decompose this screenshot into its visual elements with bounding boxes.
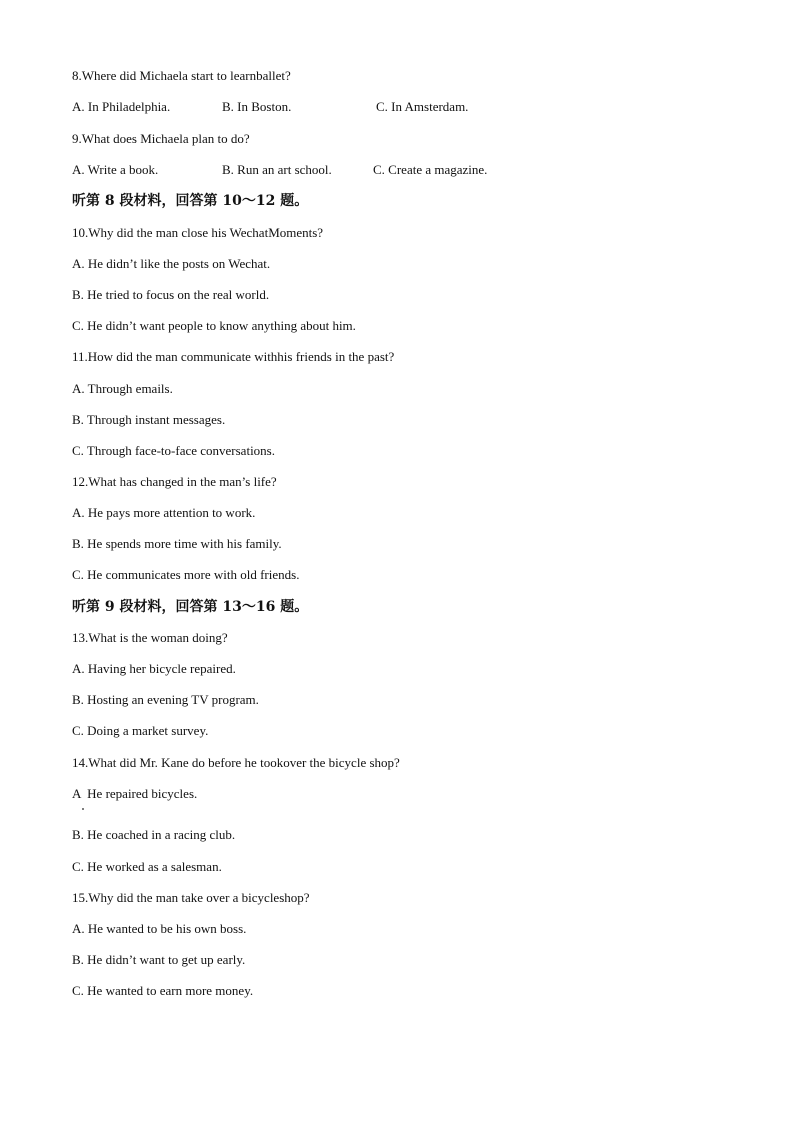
option-b: B. Run an art school. [222, 162, 332, 177]
question-12: 12.What has changed in the man’s life? [72, 474, 277, 489]
option-c: C. Doing a market survey. [72, 723, 209, 738]
option-b: B. He spends more time with his family. [72, 536, 282, 551]
option-c: C. He didn’t want people to know anything about him. [72, 318, 356, 333]
option-b: B. In Boston. [222, 99, 292, 114]
question-13: 13.What is the woman doing? [72, 630, 228, 645]
option-a: A. Through emails. [72, 381, 173, 396]
question-10: 10.Why did the man close his WechatMoments? [72, 225, 324, 240]
question-11: 11.How did the man communicate withhis friends in the past? [72, 349, 395, 364]
option-a: A. He didn’t like the posts on Wechat. [72, 256, 271, 271]
question-9: 9.What does Michaela plan to do? [72, 131, 250, 146]
question-15: 15.Why did the man take over a bicycleshop? [72, 890, 310, 905]
option-a: A. He wanted to be his own boss. [72, 921, 247, 936]
option-b: B. He didn’t want to get up early. [72, 952, 246, 967]
option-a: A. He pays more attention to work. [72, 505, 256, 520]
section-heading-9: 听第 9 段材料，回答第 13～16 题。 [72, 599, 309, 615]
option-b: B. He coached in a racing club. [72, 827, 236, 842]
question-8: 8.Where did Michaela start to learnballet? [72, 68, 291, 83]
option-c: C. Create a magazine. [373, 162, 488, 177]
option-a: A. Write a book. [72, 162, 159, 177]
section-heading-8: 听第 8 段材料，回答第 10～12 题。 [72, 193, 309, 209]
option-a: A. Having her bicycle repaired. [72, 661, 236, 676]
option-c: C. In Amsterdam. [376, 99, 469, 114]
option-c: C. He communicates more with old friends. [72, 567, 300, 582]
option-c: C. He worked as a salesman. [72, 859, 222, 874]
option-b: B. Through instant messages. [72, 412, 226, 427]
option-c: C. Through face-to-face conversations. [72, 443, 275, 458]
stray-mark [82, 808, 84, 810]
option-c: C. He wanted to earn more money. [72, 983, 254, 998]
option-b: B. Hosting an evening TV program. [72, 692, 259, 707]
option-a: A He repaired bicycles. [72, 786, 198, 801]
question-14: 14.What did Mr. Kane do before he tookover the bicycle shop? [72, 755, 400, 770]
option-b: B. He tried to focus on the real world. [72, 287, 270, 302]
option-a: A. In Philadelphia. [72, 99, 171, 114]
